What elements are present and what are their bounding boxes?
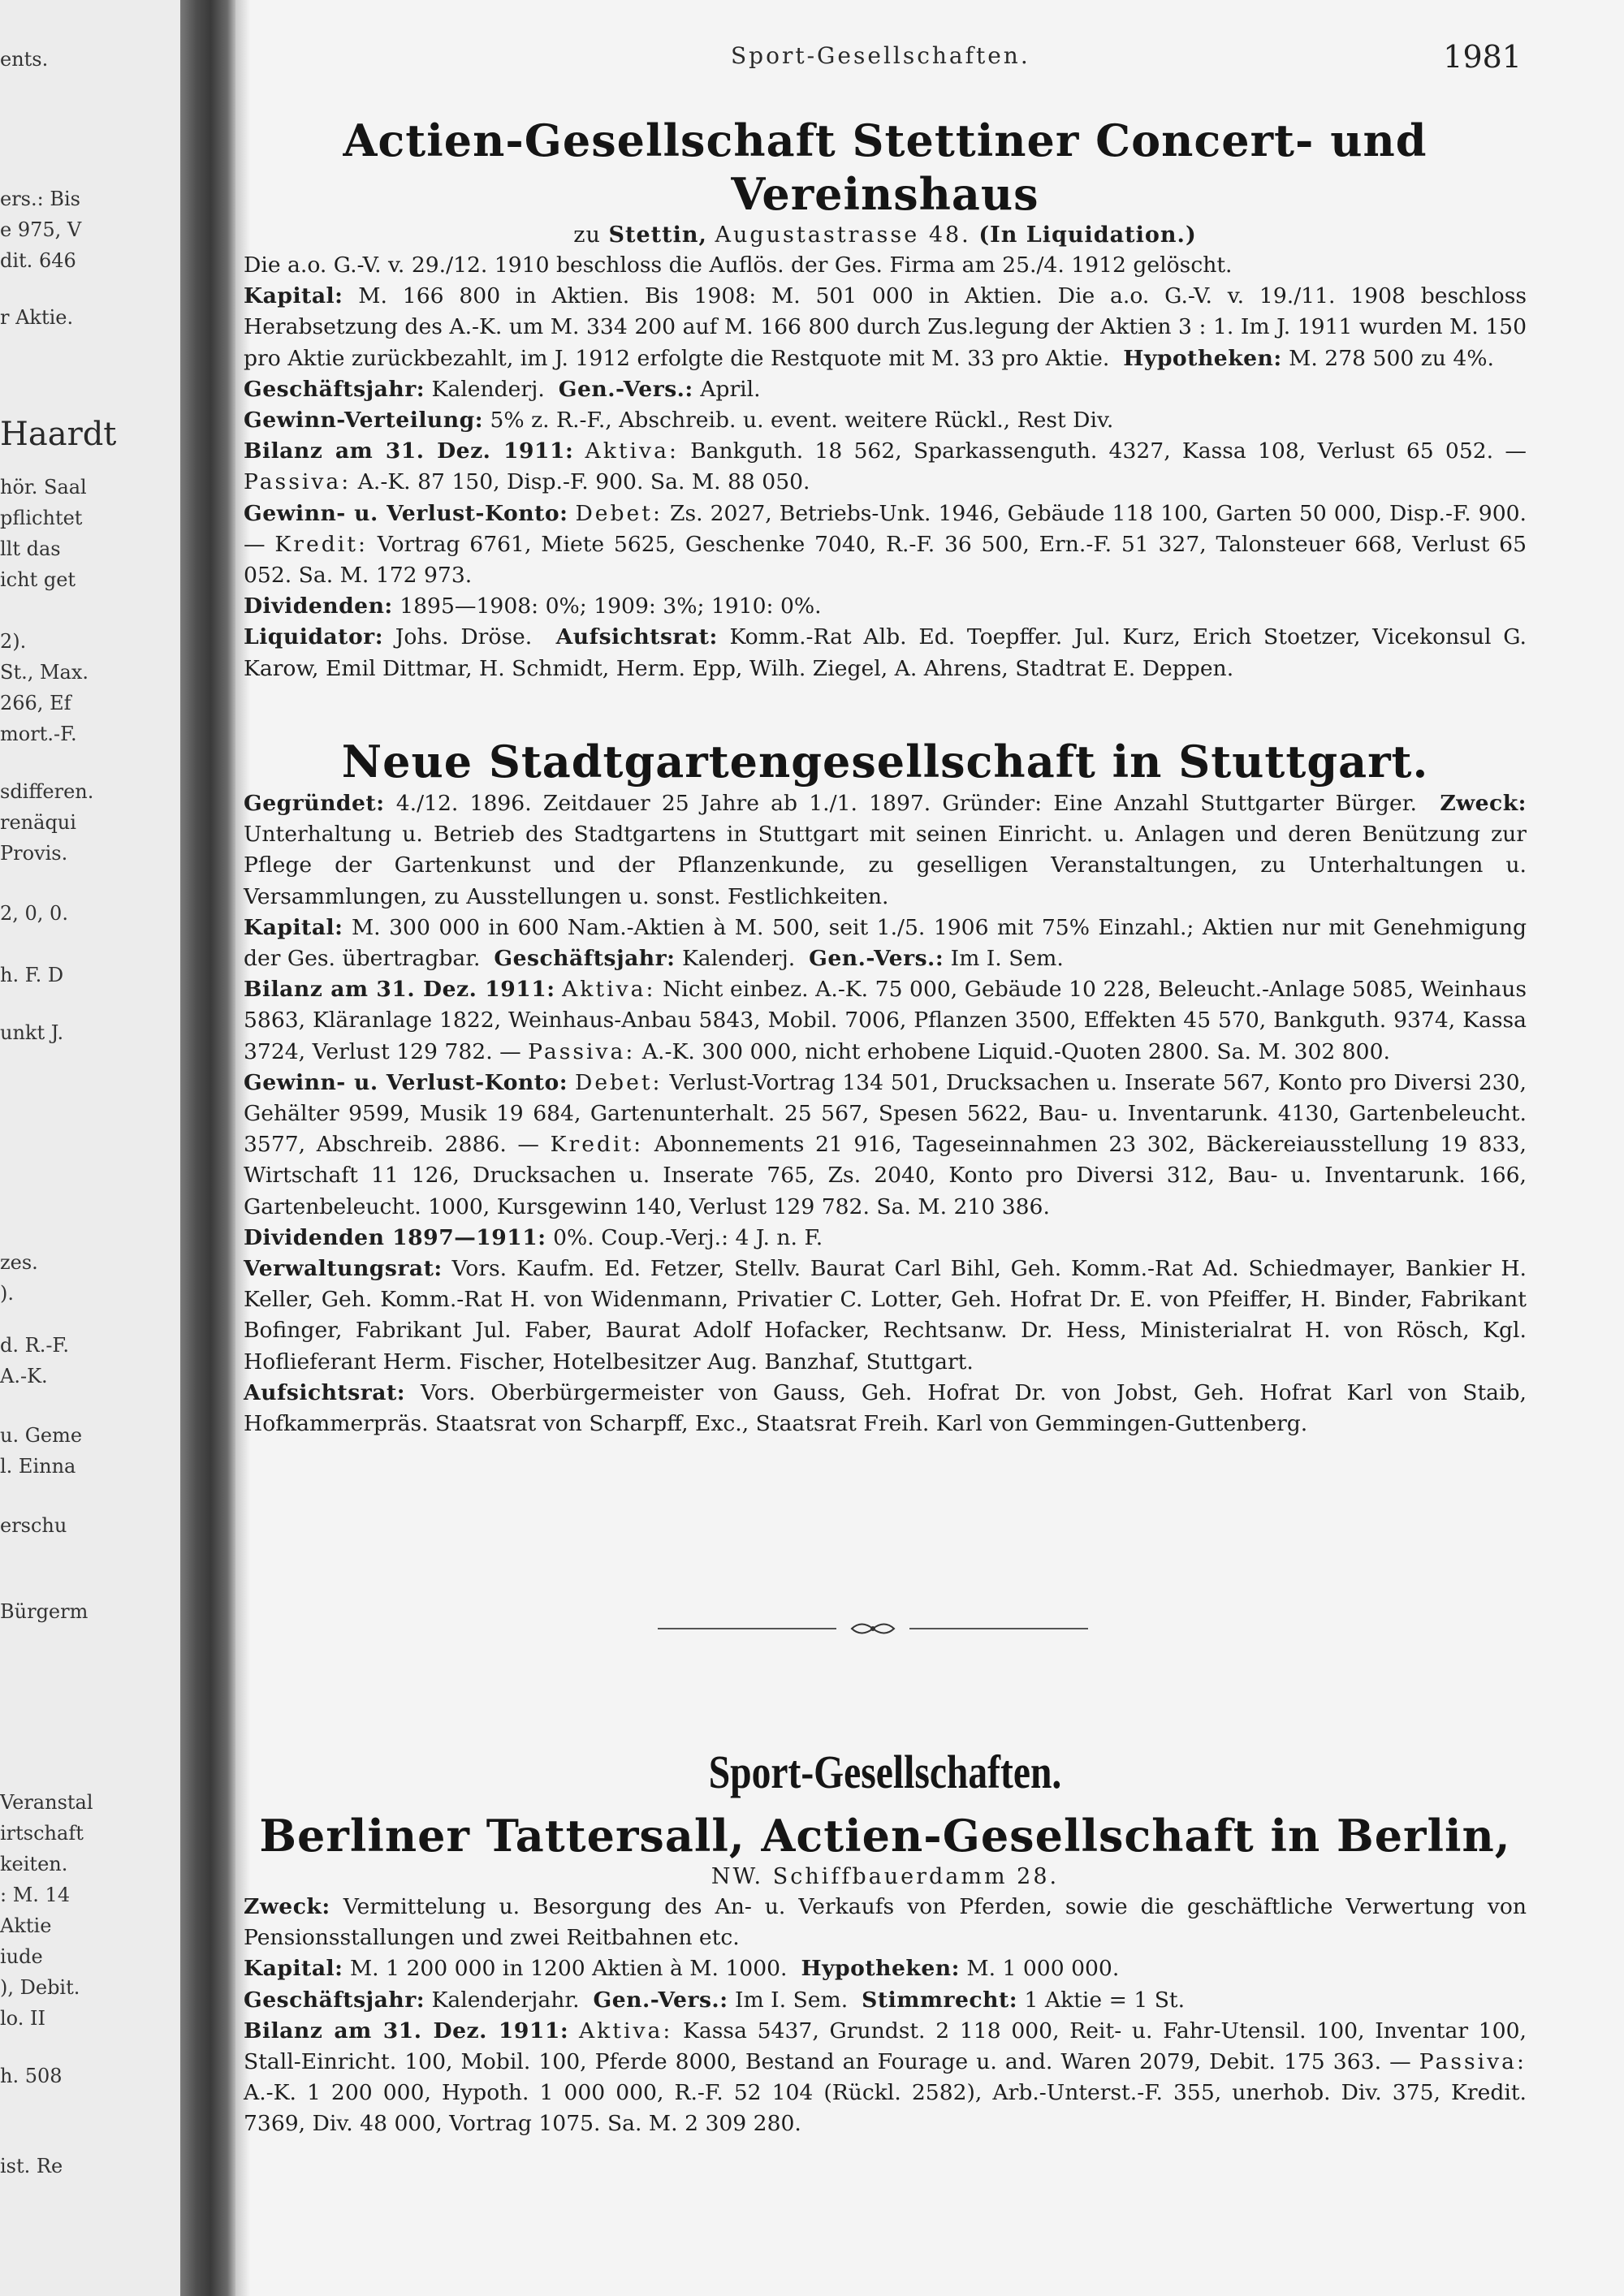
hypotheken-text: M. 1 000 000.: [966, 1956, 1120, 1982]
liq-text: Johs. Dröse.: [395, 624, 533, 650]
adjacent-page-text: llt das: [0, 537, 61, 560]
adjacent-page-text: irtschaft: [0, 1822, 84, 1845]
kapital-paragraph: [244, 913, 1527, 974]
bilanz-label: Bilanz am 31. Dez. 1911:: [244, 438, 574, 464]
adjacent-page-text: sdifferen.: [0, 780, 94, 803]
kredit-word: Kredit:: [274, 531, 368, 557]
guv-debet: Zs. 2027, Betriebs-Unk. 1946, Gebäude 118 100, Garten 50 000, Disp.-F. 900. —: [244, 500, 1527, 557]
zweck-text: Unterhaltung u. Betrieb des Stadtgartens in Stuttgart mit seinen Einricht. u. Anlagen und deren Benützung zur Pflege der Gartenkunst und der Pflanzenkunde, zu geselligen Veranstaltungen, zu Unterhaltungen u. Versammlungen, zu Ausstellungen u. sonst. Festlichkeiten.: [244, 822, 1527, 909]
aufsichtsrat-text: Vors. Oberbürgermeister von Gauss, Geh. Hofrat Dr. von Jobst, Geh. Hofrat Karl von Staib, Hofkammerpräs. Staatsrat von Scharpff, Exc., Staatsrat Freih. Karl von Gemmingen-Guttenberg.: [244, 1379, 1527, 1437]
stimmrecht-text: 1 Aktie = 1 St.: [1024, 1987, 1186, 2013]
guv-paragraph: [244, 1068, 1527, 1223]
adjacent-page-text: unkt J.: [0, 1021, 64, 1044]
div-text: 1895—1908: 0%; 1909: 3%; 1910: 0%.: [400, 593, 822, 619]
adjacent-page-text: Provis.: [0, 842, 68, 865]
addr-note: (In Liquidation.): [978, 222, 1197, 248]
bilanz-aktiva: Nicht einbez. A.-K. 75 000, Gebäude 10 228, Beleucht.-Anlage 5085, Weinhaus 5863, Kläranlage 1822, Weinhaus-Anbau 5843, Mobil. 7006, Pflanzen 3500, Effekten 45 570, Bankguth. 9374, Kassa 3724, Verlust 129 782. —: [244, 977, 1527, 1064]
adjacent-page-text: Bürgerm: [0, 1600, 89, 1623]
adjacent-page-text: ers.: Bis: [0, 188, 80, 210]
adjacent-page-text: ), Debit.: [0, 1976, 80, 1999]
adjacent-page-fragment: [0, 0, 180, 2296]
bilanz-paragraph: [244, 2016, 1527, 2140]
bilanz-aktiva: Bankguth. 18 562, Sparkassenguth. 4327, Kassa 108, Verlust 65 052. —: [690, 438, 1527, 464]
adjacent-page-text: iude: [0, 1945, 43, 1968]
gv-label: Gen.-Vers.:: [593, 1987, 728, 2013]
aufsichtsrat-label: Aufsichtsrat:: [244, 1379, 406, 1405]
gj-label: Geschäftsjahr:: [494, 946, 676, 972]
adjacent-page-text: 2).: [0, 630, 27, 653]
zweck-paragraph: [244, 1892, 1527, 1953]
adjacent-page-text: ist. Re: [0, 2155, 63, 2177]
bilanz-label: Bilanz am 31. Dez. 1911:: [244, 2018, 569, 2044]
gegruendet-paragraph: [244, 788, 1527, 913]
adjacent-page-text: ).: [0, 1282, 14, 1305]
adjacent-page-text: Haardt: [0, 416, 117, 453]
kapital-label: Kapital:: [244, 283, 343, 309]
geschaeftsjahr-paragraph: [244, 374, 1527, 405]
guv-paragraph: [244, 498, 1527, 592]
passiva-word: Passiva:: [528, 1038, 636, 1064]
dividenden-paragraph: [244, 591, 1527, 622]
entry-address: NW. Schiffbauerdamm 28.: [710, 1864, 1060, 1889]
adjacent-page-text: pflichtet: [0, 507, 83, 529]
debet-word: Debet:: [575, 1069, 663, 1095]
kapital-label: Kapital:: [244, 1956, 343, 1982]
adjacent-page-text: r Aktie.: [0, 306, 74, 329]
bilanz-passiva: A.-K. 1 200 000, Hypoth. 1 000 000, R.-F. 52 104 (Rückl. 2582), Arb.-Unterst.-F. 355, unerhob. Div. 375, Kredit. 7369, Div. 48 000, Vortrag 1075. Sa. M. 2 309 280.: [244, 2080, 1527, 2137]
gj-label: Geschäftsjahr:: [244, 1987, 425, 2013]
liquidator-paragraph: [244, 622, 1527, 684]
gewinn-text: 5% z. R.-F., Abschreib. u. event. weitere Rückl., Rest Div.: [490, 408, 1114, 434]
bilanz-aktiva: Kassa 5437, Grundst. 2 118 000, Reit- u. Fahr-Utensil. 100, Inventar 100, Stall-Einricht. 100, Mobil. 100, Pferde 8000, Bestand an Fourage u. and. Waren 2079, Debit. 175 363. —: [244, 2018, 1527, 2075]
book-gutter: [180, 0, 235, 2296]
debet-word: Debet:: [575, 500, 663, 526]
div-text: 0%. Coup.-Verj.: 4 J. n. F.: [553, 1224, 823, 1250]
adjacent-page-text: d. R.-F.: [0, 1334, 69, 1357]
gv-label: Gen.-Vers.:: [558, 376, 693, 402]
divider-rule-right: [909, 1628, 1088, 1629]
aufsichtsrat-text: Komm.-Rat Alb. Ed. Toepffer. Jul. Kurz, Erich Stoetzer, Vicekonsul G. Karow, Emil Dittmar, H. Schmidt, Herm. Epp, Wilh. Ziegel, A. Ahrens, Stadtrat E. Deppen.: [244, 624, 1527, 681]
addr-city: Stettin,: [608, 222, 707, 248]
bilanz-label: Bilanz am 31. Dez. 1911:: [244, 977, 555, 1003]
kredit-word: Kredit:: [550, 1132, 644, 1158]
bilanz-paragraph: [244, 436, 1527, 498]
aktiva-word: Aktiva:: [562, 977, 656, 1003]
kapital-text: M. 300 000 in 600 Nam.-Aktien à M. 500, seit 1./5. 1906 mit 75% Einzahl.; Aktien nur mit Genehmigung der Ges. übertragbar.: [244, 914, 1527, 972]
entry-stuttgart: [244, 735, 1527, 1439]
adjacent-page-text: St., Max.: [0, 661, 89, 684]
gj-text: Kalenderjahr.: [431, 1987, 580, 2013]
adjacent-page-text: erschu: [0, 1514, 67, 1537]
gv-text: Im I. Sem.: [950, 946, 1064, 972]
gewinn-verteilung-paragraph: [244, 405, 1527, 436]
adjacent-page-text: Aktie: [0, 1914, 52, 1937]
gj-label: Geschäftsjahr:: [244, 376, 425, 402]
div-label: Dividenden 1897—1911:: [244, 1224, 546, 1250]
gewinn-label: Gewinn-Verteilung:: [244, 408, 484, 434]
gj-text: Kalenderj.: [431, 376, 545, 402]
adjacent-page-text: icht get: [0, 568, 76, 591]
hypotheken-label: Hypotheken:: [1123, 345, 1282, 371]
verwaltungsrat-paragraph: [244, 1254, 1527, 1378]
geschaeftsjahr-paragraph: [244, 1985, 1527, 2016]
gegr-label: Gegründet:: [244, 791, 385, 816]
running-head: Sport-Gesellschaften.: [731, 42, 1030, 69]
adjacent-page-text: mort.-F.: [0, 723, 77, 745]
adjacent-page-text: ents.: [0, 48, 49, 71]
adjacent-page-text: h. F. D: [0, 964, 64, 986]
adjacent-page-text: lo. II: [0, 2007, 45, 2030]
gegr-text: 4./12. 1896. Zeitdauer 25 Jahre ab 1./1. 1897. Gründer: Eine Anzahl Stuttgarter Bürger.: [395, 791, 1417, 816]
stimmrecht-label: Stimmrecht:: [862, 1987, 1018, 2013]
entry-title: Actien-Gesellschaft Stettiner Concert- und Vereinshaus: [343, 114, 1427, 220]
entry-berlin: [244, 1744, 1527, 2140]
adjacent-page-text: A.-K.: [0, 1365, 48, 1388]
addr-prefix: zu: [573, 222, 601, 248]
kapital-text: M. 166 800 in Aktien. Bis 1908: M. 501 000 in Aktien. Die a.o. G.-V. v. 19./11. 1908 beschloss Herabsetzung des A.-K. um M. 334 200 auf M. 166 800 durch Zus.legung der Aktien 3 : 1. Im J. 1911 wurden M. 150 pro Aktie zurückbezahlt, im J. 1912 erfolgte die Restquote mit M. 33 pro Aktie.: [244, 283, 1527, 371]
aktiva-word: Aktiva:: [585, 438, 679, 464]
gj-text: Kalenderj.: [681, 946, 796, 972]
adjacent-page-text: renäqui: [0, 811, 76, 834]
adjacent-page-text: dit. 646: [0, 249, 76, 272]
vr-text: Vors. Kaufm. Ed. Fetzer, Stellv. Baurat Carl Bihl, Geh. Komm.-Rat Ad. Schiedmayer, Bankier H. Keller, Geh. Komm.-Rat H. von Widenmann, Privatier C. Lotter, Geh. Hofrat Dr. E. von Pfeiffer, H. Binder, Fabrikant Bofinger, Fabrikant Jul. Faber, Baurat Adolf Hofacker, Rechtsanw. Dr. Hess, Ministerialrat H. von Rösch, Kgl. Hoflieferant Herm. Fischer, Hotelbesitzer Aug. Banzhaf, Stuttgart.: [244, 1256, 1527, 1375]
guv-kredit: Vortrag 6761, Miete 5625, Geschenke 7040, R.-F. 36 500, Ern.-F. 51 327, Talonsteuer 668, Verlust 65 052. Sa. M. 172 973.: [244, 531, 1527, 589]
zweck-label: Zweck:: [1440, 791, 1527, 816]
adjacent-page-text: 2, 0, 0.: [0, 902, 68, 925]
hypotheken-label: Hypotheken:: [801, 1956, 960, 1982]
guv-debet: Verlust-Vortrag 134 501, Drucksachen u. Inserate 567, Konto pro Diversi 230, Gehälter 9599, Musik 19 684, Gartenunterhalt. 25 567, Spesen 5622, Bau- u. Inventarunk. 4130, Gartenbeleucht. 3577, Abschreib. 2886. —: [244, 1069, 1527, 1158]
dividenden-paragraph: [244, 1223, 1527, 1254]
vr-label: Verwaltungsrat:: [244, 1256, 443, 1282]
section-title: Sport-Gesellschaften.: [708, 1746, 1062, 1798]
guv-label: Gewinn- u. Verlust-Konto:: [244, 1069, 568, 1095]
adjacent-page-text: keiten.: [0, 1853, 68, 1875]
adjacent-page-text: zes.: [0, 1251, 38, 1274]
adjacent-page-text: e 975, V: [0, 218, 82, 241]
guv-label: Gewinn- u. Verlust-Konto:: [244, 500, 568, 526]
bilanz-passiva: A.-K. 87 150, Disp.-F. 900. Sa. M. 88 050.: [357, 469, 810, 495]
adjacent-page-text: : M. 14: [0, 1884, 71, 1906]
hypotheken-text: M. 278 500 zu 4%.: [1289, 345, 1494, 371]
addr-street: Augustastrasse 48.: [715, 222, 971, 248]
page-number: 1981: [1443, 39, 1522, 75]
zweck-text: Vermittelung u. Besorgung des An- u. Verkaufs von Pferden, sowie die geschäftliche Verwertung von Pensionsstallungen und zwei Reitbahnen etc.: [244, 1894, 1527, 1951]
adjacent-page-text: 266, Ef: [0, 692, 71, 714]
kapital-label: Kapital:: [244, 914, 343, 940]
kapital-paragraph: [244, 281, 1527, 374]
section-divider-ornament: [658, 1616, 1088, 1641]
kapital-text: M. 1 200 000 in 1200 Aktien à M. 1000.: [349, 1956, 788, 1982]
passiva-word: Passiva:: [244, 469, 352, 495]
entry-stettin: [244, 114, 1527, 684]
div-label: Dividenden:: [244, 593, 393, 619]
aufsichtsrat-label: Aufsichtsrat:: [555, 624, 718, 650]
aktiva-word: Aktiva:: [578, 2018, 673, 2044]
aufsichtsrat-paragraph: [244, 1378, 1527, 1439]
kapital-paragraph: [244, 1953, 1527, 1984]
divider-rule-left: [658, 1628, 836, 1629]
gv-text: Im I. Sem.: [734, 1987, 849, 2013]
adjacent-page-text: Veranstal: [0, 1791, 93, 1814]
entry-intro: Die a.o. G.-V. v. 29./12. 1910 beschloss die Auflös. der Ges. Firma am 25./4. 1912 gelöscht.: [244, 252, 1233, 278]
bilanz-passiva: A.-K. 300 000, nicht erhobene Liquid.-Quoten 2800. Sa. M. 302 800.: [641, 1038, 1390, 1064]
liq-label: Liquidator:: [244, 624, 384, 650]
gv-label: Gen.-Vers.:: [809, 946, 944, 972]
entry-address: [244, 221, 1527, 250]
adjacent-page-text: u. Geme: [0, 1424, 83, 1447]
adjacent-page-text: h. 508: [0, 2065, 63, 2087]
entry-title: Neue Stadtgartengesellschaft in Stuttgart.: [341, 736, 1429, 788]
fleuron-icon: [850, 1616, 896, 1641]
entry-title: Berliner Tattersall, Actien-Gesellschaft in Berlin,: [259, 1810, 1511, 1862]
guv-kredit: Abonnements 21 916, Tageseinnahmen 23 302, Bäckereiausstellung 19 833, Wirtschaft 11 126, Drucksachen u. Inserate 765, Zs. 2040, Konto pro Diversi 312, Bau- u. Inventarunk. 166, Gartenbeleucht. 1000, Kursgewinn 140, Verlust 129 782. Sa. M. 210 386.: [244, 1132, 1527, 1219]
passiva-word: Passiva:: [1419, 2049, 1527, 2075]
adjacent-page-text: l. Einna: [0, 1455, 76, 1478]
bilanz-paragraph: [244, 974, 1527, 1068]
zweck-label: Zweck:: [244, 1894, 330, 1919]
adjacent-page-text: hör. Saal: [0, 476, 87, 498]
gv-text: April.: [700, 376, 761, 402]
